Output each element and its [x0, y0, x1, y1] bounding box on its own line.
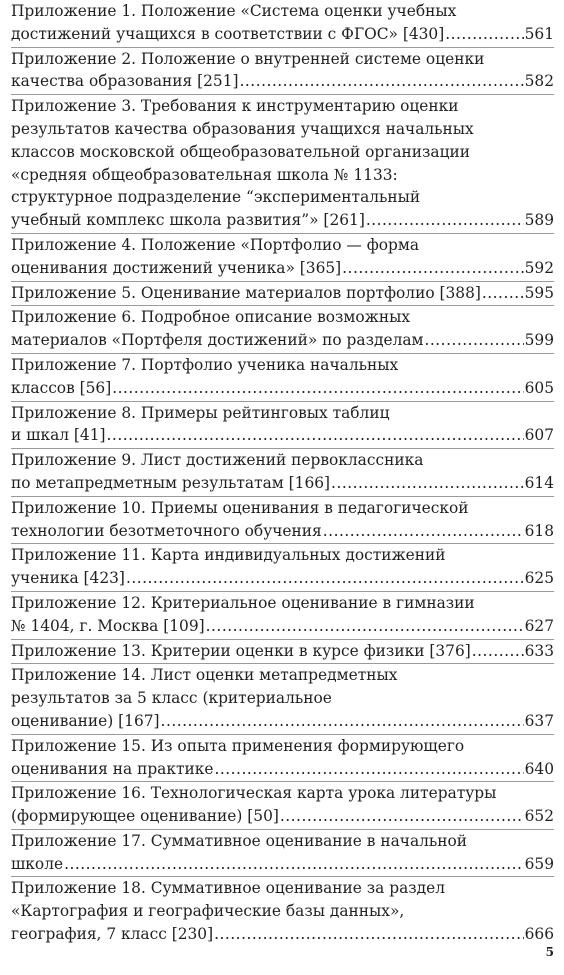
toc-entry-page: 625 [524, 569, 554, 588]
toc-entry-text: и шкал [41] [11, 426, 106, 445]
dot-leader [323, 520, 524, 543]
toc-entry-line [11, 164, 554, 187]
toc-entry [11, 95, 554, 234]
toc-entry-text: Приложение 11. Карта индивидуальных достижений [11, 546, 446, 565]
toc-entry [11, 354, 554, 402]
dot-leader [482, 282, 524, 305]
toc-entry-line [11, 0, 554, 23]
toc-entry-last-line [11, 424, 554, 447]
toc-entry-text: № 1404, г. Москва [109] [11, 616, 205, 635]
toc-entry-page: 595 [524, 283, 554, 302]
toc-entry-page: 607 [524, 426, 554, 445]
toc-entry-last-line [11, 567, 554, 590]
dot-leader [161, 710, 524, 733]
toc-entry-page: 589 [524, 211, 554, 230]
toc-entry-text: Приложение 16. Технологическая карта урока литературы [11, 784, 497, 803]
toc-entry [11, 664, 554, 734]
toc-entry-text: Приложение 7. Портфолио ученика начальных [11, 355, 399, 374]
dot-leader [425, 329, 524, 352]
dot-leader [342, 257, 523, 280]
toc-entry-page: 633 [524, 641, 554, 660]
toc-entry-text: ученика [423] [11, 569, 125, 588]
toc-entry [11, 544, 554, 592]
toc-entry-text: материалов «Портфеля достижений» по разделам [11, 331, 424, 350]
toc-entry-last-line [11, 520, 554, 543]
toc-entry [11, 640, 554, 665]
dot-leader [214, 923, 524, 946]
dot-leader [280, 805, 524, 828]
toc-entry-page: 618 [524, 521, 554, 540]
toc-entry [11, 592, 554, 640]
toc-entry-last-line [11, 640, 554, 663]
toc-entry [11, 0, 554, 48]
toc-entry-last-line [11, 472, 554, 495]
toc-entry-line [11, 306, 554, 329]
toc-entry-text: оценивания достижений ученика» [365] [11, 258, 342, 277]
toc-entry-line [11, 402, 554, 425]
toc-entry-text: школе [11, 854, 64, 873]
toc-entry-line [11, 735, 554, 758]
toc-entry-last-line [11, 209, 554, 232]
toc-entry-text: Приложение 6. Подробное описание возможных [11, 308, 411, 327]
toc-entry-text: Приложение 17. Суммативное оценивание в начальной [11, 831, 468, 850]
toc-entry-last-line [11, 23, 554, 46]
dot-leader [112, 377, 523, 400]
toc-entry-text: результатов качества образования учащихся начальных [11, 119, 474, 138]
dot-leader [214, 758, 523, 781]
toc-entry-page: 666 [524, 925, 554, 944]
toc-entry-line [11, 186, 554, 209]
toc-entry-text: классов [56] [11, 378, 112, 397]
toc-entry-text: (формирующее оценивание) [50] [11, 807, 279, 826]
toc-entry-page: 599 [524, 331, 554, 350]
dot-leader [126, 567, 524, 590]
toc-entry-line [11, 687, 554, 710]
toc-entry-text: география, 7 класс [230] [11, 925, 214, 944]
toc-entry-line [11, 592, 554, 615]
toc-entry [11, 497, 554, 545]
toc-entry-page: 659 [524, 854, 554, 873]
table-of-contents-page [11, 0, 554, 947]
toc-entry-line [11, 449, 554, 472]
dot-leader [206, 615, 524, 638]
toc-entry-line [11, 877, 554, 900]
toc-entry-last-line [11, 282, 554, 305]
toc-entry-text: Приложение 5. Оценивание материалов портфолио [388] [11, 283, 481, 302]
toc-entry-text: Приложение 4. Положение «Портфолио — форма [11, 235, 420, 254]
toc-entry-text: структурное подразделение “экспериментальный [11, 188, 421, 207]
toc-entry-line [11, 664, 554, 687]
page-number: 5 [545, 945, 554, 959]
toc-entry-text: «Картография и географические базы данных», [11, 902, 405, 921]
toc-entry-text: Приложение 14. Лист оценки метапредметных [11, 666, 398, 685]
toc-entry-text: Приложение 9. Лист достижений первоклассника [11, 451, 424, 470]
toc-entry-last-line [11, 257, 554, 280]
toc-entry-last-line [11, 758, 554, 781]
toc-entry-text: достижений учащихся в соответствии с ФГОС» [430] [11, 24, 445, 43]
toc-entry-line [11, 141, 554, 164]
toc-entry-text: «средняя общеобразовательная школа № 1133: [11, 165, 398, 184]
toc-entry-last-line [11, 70, 554, 93]
toc-entry [11, 48, 554, 96]
toc-entry-text: оценивание) [167] [11, 711, 160, 730]
toc-entry-text: Приложение 2. Положение о внутренней системе оценки [11, 49, 485, 68]
toc-entry-line [11, 900, 554, 923]
toc-entry-page: 637 [524, 711, 554, 730]
toc-entry-last-line [11, 923, 554, 946]
dot-leader [366, 209, 524, 232]
toc-entry-line [11, 544, 554, 567]
toc-entry [11, 830, 554, 878]
toc-entry-text: Приложение 18. Суммативное оценивание за раздел [11, 879, 446, 898]
toc-list [11, 0, 554, 947]
toc-entry-page: 605 [524, 378, 554, 397]
toc-entry-line [11, 48, 554, 71]
toc-entry-text: Приложение 15. Из опыта применения формирующего [11, 736, 465, 755]
toc-entry-text: Приложение 13. Критерии оценки в курсе физики [376] [11, 641, 471, 660]
toc-entry-line [11, 354, 554, 377]
toc-entry-text: Приложение 3. Требования к инструментарию оценки [11, 97, 459, 116]
toc-entry-line [11, 497, 554, 520]
toc-entry-text: качества образования [251] [11, 72, 239, 91]
dot-leader [472, 640, 524, 663]
toc-entry-page: 592 [524, 258, 554, 277]
toc-entry [11, 402, 554, 450]
dot-leader [331, 472, 524, 495]
toc-entry-text: Приложение 8. Примеры рейтинговых таблиц [11, 403, 390, 422]
toc-entry [11, 234, 554, 282]
toc-entry-line [11, 95, 554, 118]
toc-entry-text: классов московской общеобразовательной организации [11, 142, 471, 161]
toc-entry-line [11, 782, 554, 805]
toc-entry-text: учебный комплекс школа развития”» [261] [11, 211, 365, 230]
toc-entry-last-line [11, 710, 554, 733]
toc-entry-line [11, 118, 554, 141]
toc-entry-text: Приложение 12. Критериальное оценивание в гимназии [11, 593, 475, 612]
toc-entry-text: технологии безотметочного обучения [11, 521, 322, 540]
toc-entry-text: результатов за 5 класс (критериальное [11, 689, 332, 708]
toc-entry-last-line [11, 377, 554, 400]
toc-entry-text: Приложение 1. Положение «Система оценки учебных [11, 2, 457, 20]
toc-entry-page: 614 [524, 473, 554, 492]
toc-entry-line [11, 234, 554, 257]
toc-entry-text: Приложение 10. Приемы оценивания в педагогической [11, 498, 469, 517]
toc-entry [11, 306, 554, 354]
toc-entry-last-line [11, 853, 554, 876]
toc-entry-page: 627 [524, 616, 554, 635]
toc-entry-text: по метапредметным результатам [166] [11, 473, 331, 492]
toc-entry-page: 561 [524, 24, 554, 43]
toc-entry-last-line [11, 805, 554, 828]
dot-leader [445, 23, 523, 46]
toc-entry [11, 877, 554, 946]
toc-entry [11, 449, 554, 497]
dot-leader [240, 70, 524, 93]
dot-leader [64, 853, 524, 876]
toc-entry [11, 735, 554, 783]
dot-leader [107, 424, 524, 447]
toc-entry-page: 640 [524, 759, 554, 778]
toc-entry [11, 282, 554, 307]
toc-entry-last-line [11, 615, 554, 638]
toc-entry-last-line [11, 329, 554, 352]
toc-entry-page: 652 [524, 807, 554, 826]
toc-entry-line [11, 830, 554, 853]
toc-entry [11, 782, 554, 830]
toc-entry-text: оценивания на практике [11, 759, 214, 778]
toc-entry-page: 582 [524, 72, 554, 91]
